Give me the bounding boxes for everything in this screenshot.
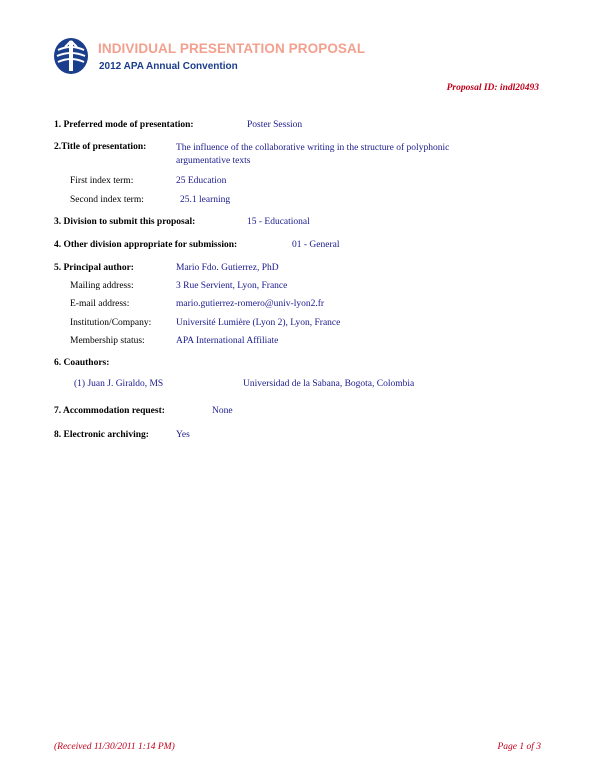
accommodation-label: 7. Accommodation request: bbox=[54, 406, 165, 416]
membership-value: APA International Affiliate bbox=[176, 336, 279, 346]
accommodation-value: None bbox=[212, 406, 233, 416]
second-index-label: Second index term: bbox=[70, 195, 144, 205]
page-number: Page 1 of 3 bbox=[497, 742, 541, 752]
document-subtitle: 2012 APA Annual Convention bbox=[99, 61, 238, 72]
author-name: Mario Fdo. Gutierrez, PhD bbox=[176, 263, 279, 273]
apa-logo-icon bbox=[52, 36, 90, 76]
institution-label: Institution/Company: bbox=[70, 318, 152, 328]
title-label: 2.Title of presentation: bbox=[54, 142, 147, 152]
second-index-value: 25.1 learning bbox=[180, 195, 231, 205]
first-index-label: First index term: bbox=[70, 176, 134, 186]
mode-value: Poster Session bbox=[247, 120, 303, 130]
other-division-value: 01 - General bbox=[292, 240, 340, 250]
mailing-value: 3 Rue Servient, Lyon, France bbox=[176, 281, 288, 291]
author-label: 5. Principal author: bbox=[54, 263, 134, 273]
mode-label: 1. Preferred mode of presentation: bbox=[54, 120, 194, 130]
coauthors-label: 6. Coauthors: bbox=[54, 358, 110, 368]
first-index-value: 25 Education bbox=[176, 176, 227, 186]
archiving-value: Yes bbox=[176, 430, 190, 440]
email-value: mario.gutierrez-romero@univ-lyon2.fr bbox=[176, 299, 325, 309]
coauthor-affiliation: Universidad de la Sabana, Bogota, Colombia bbox=[243, 379, 415, 389]
email-label: E-mail address: bbox=[70, 299, 130, 309]
membership-label: Membership status: bbox=[70, 336, 145, 346]
division-value: 15 - Educational bbox=[247, 217, 310, 227]
archiving-label: 8. Electronic archiving: bbox=[54, 430, 149, 440]
received-timestamp: (Received 11/30/2011 1:14 PM) bbox=[54, 742, 175, 752]
mailing-label: Mailing address: bbox=[70, 281, 134, 291]
institution-value: Université Lumière (Lyon 2), Lyon, France bbox=[176, 318, 341, 328]
proposal-id: Proposal ID: indl20493 bbox=[446, 83, 539, 93]
division-label: 3. Division to submit this proposal: bbox=[54, 217, 196, 227]
title-value: The influence of the collaborative writing in the structure of polyphonic argumentative texts bbox=[176, 143, 450, 166]
other-division-label: 4. Other division appropriate for submission: bbox=[54, 240, 238, 250]
coauthor-name: (1) Juan J. Giraldo, MS bbox=[74, 379, 164, 389]
document-title: INDIVIDUAL PRESENTATION PROPOSAL bbox=[98, 41, 366, 56]
